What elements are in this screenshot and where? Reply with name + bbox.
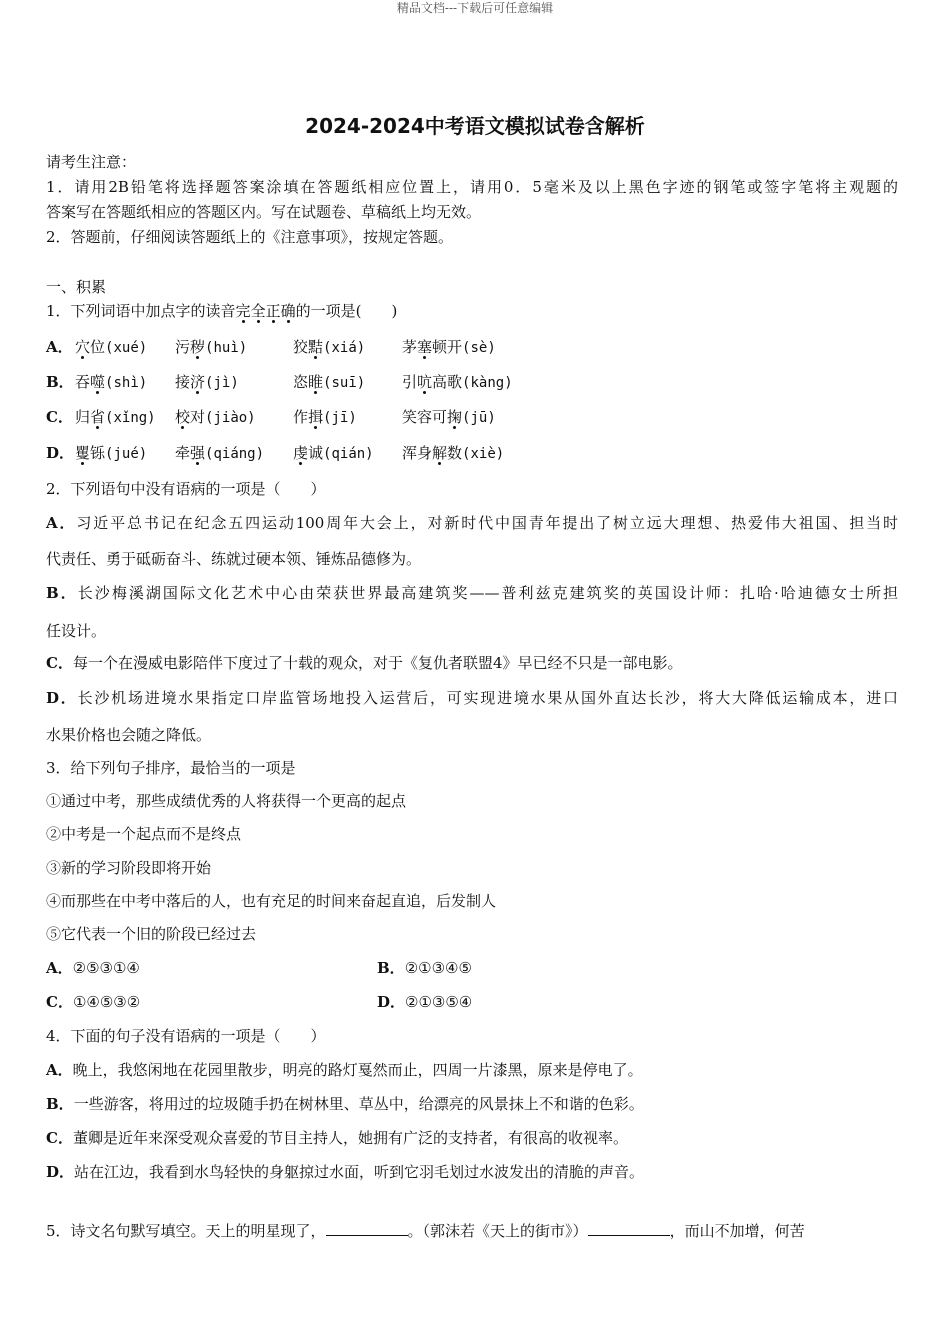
question-4-option [46,1093,644,1115]
question-2-option-a-line2: 代责任、勇于砥砺奋斗、练就过硬本领、锤炼品德修为。 [46,550,422,568]
word-item [293,406,357,429]
question-2-stem: 2．下列语句中没有语病的一项是（ ） [46,480,326,498]
word-text: 对 [190,408,206,426]
dotted-char: 校 [175,408,191,426]
word-text: 位 [90,338,106,356]
word-text: 引 [402,373,418,391]
question-3-option [377,991,472,1013]
dotted-char: 完 [235,302,251,320]
question-5-text: ，而山不加增，何苦 [669,1222,805,1240]
dotted-char: 秽 [190,338,206,356]
word-text: 恣 [293,373,309,391]
section-heading: 一、积累 [46,278,107,296]
option-label: D． [46,444,75,462]
word-item [175,442,264,465]
word-item [175,336,247,359]
option-text: 晚上，我悠闲地在花园里散步，明亮的路灯戛然而止，四周一片漆黑，原来是停电了。 [72,1061,643,1079]
option-text: ①④⑤③② [72,993,141,1011]
notice-heading: 请考生注意： [46,153,137,171]
option-label: B． [46,584,78,602]
pinyin: (xiá) [323,340,366,356]
dotted-char: 全 [250,302,266,320]
question-3-option [46,991,140,1013]
question-4-stem: 4．下面的句子没有语病的一项是（ ） [46,1027,326,1045]
option-label: A． [46,1061,73,1079]
word-item [75,442,147,465]
word-item [293,442,374,465]
page-title: 2024-2024中考语文模拟试卷含解析 [305,114,645,138]
question-4-option [46,1161,644,1183]
question-5-text: 5．诗文名句默写填空。天上的明星现了， [46,1222,326,1240]
question-5-text: 。（郭沫若《天上的街市》） [407,1222,588,1240]
dotted-char: 黠 [308,338,324,356]
word-item [293,336,365,359]
dotted-char: 掬 [447,408,463,426]
pinyin: (jī) [323,410,357,426]
word-item [402,336,496,359]
word-text: 狡 [293,338,309,356]
question-3-stem: 3．给下列句子排序，最恰当的一项是 [46,759,296,777]
word-text: 归 [75,408,91,426]
dotted-char: 塞 [417,338,433,356]
word-item [75,406,156,429]
option-text: 每一个在漫威电影陪伴下度过了十载的观众，对于《复仇者联盟4》早已经不只是一部电影。 [72,654,683,672]
pinyin: (kàng) [462,375,513,391]
option-label: C． [46,1129,73,1147]
fill-blank[interactable] [326,1221,408,1236]
pinyin: (xué) [105,340,148,356]
option-label: C． [46,654,73,672]
option-text: 习近平总书记在纪念五四运动100周年大会上，对新时代中国青年提出了树立远大理想、热爱伟大祖国、担当时 [76,514,899,532]
pinyin: (sè) [462,340,496,356]
word-item [75,336,147,359]
ordering-sentence: ④而那些在中考中落后的人，也有充足的时间来奋起直追，后发制人 [46,892,497,910]
dotted-char: 噬 [90,373,106,391]
pinyin: (xǐng) [105,410,156,426]
ordering-sentence: ⑤它代表一个旧的阶段已经过去 [46,925,257,943]
dotted-char: 虔 [293,444,309,462]
option-label: D． [46,689,78,707]
pinyin: (qián) [323,446,374,462]
notice-item2: 2．答题前，仔细阅读答题纸上的《注意事项》，按规定答题。 [46,228,454,246]
fill-blank[interactable] [588,1221,670,1236]
ordering-sentence: ②中考是一个起点而不是终点 [46,825,242,843]
word-text: 作 [293,408,309,426]
question-4-option [46,1127,628,1149]
dotted-char: 济 [190,373,206,391]
option-label: B． [377,959,405,977]
dotted-char: 穴 [75,338,91,356]
question-2-option-d-line2: 水果价格也会随之降低。 [46,726,212,744]
dotted-char: 矍 [75,444,91,462]
word-item [402,442,504,465]
stem-text: 的一项是( ) [295,302,398,320]
stem-dotted-text [236,302,296,320]
option-text: 一些游客，将用过的垃圾随手扔在树林里、草丛中，给漂亮的风景抹上不和谐的色彩。 [73,1095,644,1113]
question-2-option-c [46,652,683,674]
option-text: ②①③④⑤ [404,959,472,977]
question-3-option [377,957,472,979]
ordering-sentence: ①通过中考，那些成绩优秀的人将获得一个更高的起点 [46,792,407,810]
option-text: 长沙机场进境水果指定口岸监管场地投入运营后，可实现进境水果从国外直达长沙，将大大降低运输成本，进口 [77,689,898,707]
dotted-char: 揖 [308,408,324,426]
option-text: ②⑤③①④ [72,959,140,977]
dotted-char: 正 [265,302,281,320]
pinyin: (huì) [205,340,248,356]
word-item [75,371,147,394]
option-text: 董卿是近年来深受观众喜爱的节目主持人，她拥有广泛的支持者，有很高的收视率。 [72,1129,628,1147]
dotted-char: 强 [190,444,206,462]
dotted-char: 睢 [308,373,324,391]
word-text: 数 [447,444,463,462]
option-label: A． [46,959,73,977]
question-1-stem [46,300,397,322]
option-label: D． [46,1163,75,1181]
word-text: 污 [175,338,191,356]
question-5-stem [46,1220,898,1242]
word-text: 接 [175,373,191,391]
option-text: ②①③⑤④ [405,993,473,1011]
word-text: 吞 [75,373,91,391]
word-text: 顿开 [432,338,463,356]
question-2-option-b-line1 [46,582,898,604]
question-2-option-a-line1 [46,512,898,534]
option-label: A． [46,338,73,356]
option-label: D． [377,993,406,1011]
question-2-option-b-line2: 任设计。 [46,622,107,640]
pinyin: (jū) [462,410,496,426]
word-text: 浑身 [402,444,433,462]
question-3-option [46,957,140,979]
header-note: 精品文档---下载后可任意编辑 [396,1,554,15]
word-text: 高歌 [432,373,463,391]
option-label: A． [46,514,77,532]
stem-text: 1．下列词语中加点字的读音 [46,302,236,320]
word-text: 铄 [90,444,106,462]
dotted-char: 吭 [417,373,433,391]
word-text: 诚 [308,444,324,462]
option-text: 长沙梅溪湖国际文化艺术中心由荣获世界最高建筑奖——普利兹克建筑奖的英国设计师：扎哈·哈迪德女士所担 [77,584,898,602]
word-text: 笑容可 [402,408,448,426]
notice-item1-line1: 1．请用2B铅笔将选择题答案涂填在答题纸相应位置上，请用0．5毫米及以上黑色字迹的钢笔或签字笔将主观题的 [46,178,898,196]
word-item [175,406,256,429]
option-label: C． [46,993,73,1011]
word-item [293,371,365,394]
word-item [175,371,239,394]
word-text: 牵 [175,444,191,462]
pinyin: (qiáng) [205,446,265,462]
pinyin: (jiào) [205,410,256,426]
pinyin: (shì) [105,375,148,391]
pinyin: (jì) [205,375,239,391]
dotted-char: 确 [280,302,296,320]
word-item [402,371,513,394]
ordering-sentence: ③新的学习阶段即将开始 [46,859,212,877]
option-label: B． [46,1095,74,1113]
dotted-char: 省 [90,408,106,426]
notice-item1-line2: 答案写在答题纸相应的答题区内。写在试题卷、草稿纸上均无效。 [46,203,482,221]
pinyin: (jué) [105,446,148,462]
pinyin: (suī) [323,375,366,391]
option-label: C． [46,408,73,426]
question-2-option-d-line1 [46,687,898,709]
question-4-option [46,1059,643,1081]
word-item [402,406,496,429]
pinyin: (xiè) [462,446,505,462]
dotted-char: 解 [432,444,448,462]
word-text: 茅 [402,338,418,356]
option-label: B． [46,373,74,391]
option-text: 站在江边，我看到水鸟轻快的身躯掠过水面，听到它羽毛划过水波发出的清脆的声音。 [74,1163,645,1181]
